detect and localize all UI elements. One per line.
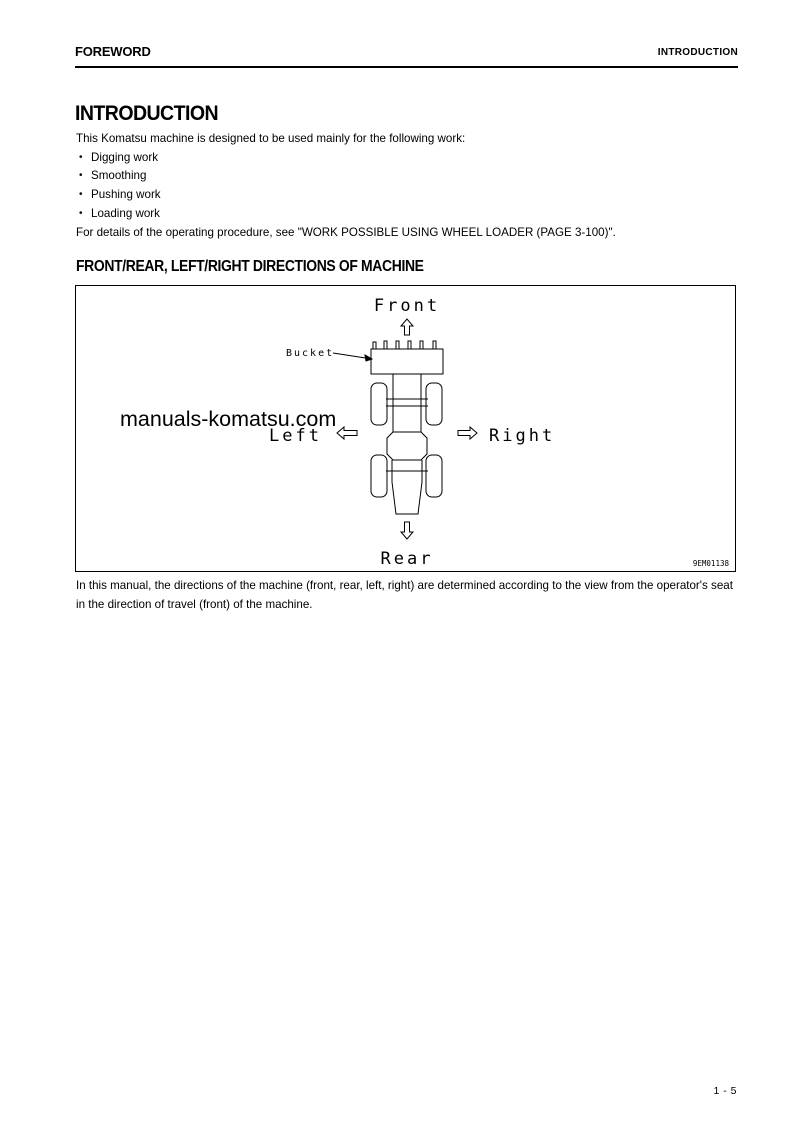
rear-right-wheel: [426, 455, 442, 497]
front-frame: [386, 374, 428, 432]
work-list: [76, 149, 616, 224]
list-item: • Digging work: [76, 149, 616, 168]
rear-label: Rear: [380, 549, 434, 569]
front-label: Front: [373, 296, 441, 316]
bucket-label: Bucket: [286, 348, 335, 359]
section-title: FRONT/REAR, LEFT/RIGHT DIRECTIONS OF MACHINE: [76, 258, 424, 275]
rear-left-wheel: [371, 455, 387, 497]
page-number: 1 - 5: [713, 1085, 737, 1097]
intro-lead: This Komatsu machine is designed to be used mainly for the following work:: [76, 132, 466, 145]
rear-arrow-icon: [401, 522, 413, 539]
left-arrow-icon: [337, 427, 357, 439]
left-label: Left: [269, 426, 322, 446]
figure-code: 9EM01138: [692, 559, 729, 568]
front-right-wheel: [426, 383, 442, 425]
page-header: [75, 42, 738, 68]
figure-caption: In this manual, the directions of the machine (front, rear, left, right) are determined according to the view from the operator's seat in the direction of travel (front) of the machine.: [76, 579, 733, 611]
front-arrow-icon: [401, 319, 413, 335]
right-label: Right: [489, 426, 556, 446]
front-left-wheel: [371, 383, 387, 425]
intro-reference: For details of the operating procedure, see "WORK POSSIBLE USING WHEEL LOADER (PAGE 3-100)".: [76, 225, 616, 239]
right-arrow-icon: [458, 427, 477, 439]
cab-shape: [387, 432, 427, 460]
intro-block: [76, 130, 616, 242]
header-chapter: FOREWORD: [75, 44, 151, 59]
rear-frame: [386, 460, 428, 514]
watermark: manuals-komatsu.com: [120, 407, 337, 431]
list-item: • Smoothing: [76, 167, 616, 186]
page-title: INTRODUCTION: [75, 102, 219, 125]
list-item: • Pushing work: [76, 186, 616, 205]
list-item: • Loading work: [76, 205, 616, 224]
bucket-shape: [371, 341, 443, 374]
header-section: INTRODUCTION: [657, 47, 738, 58]
